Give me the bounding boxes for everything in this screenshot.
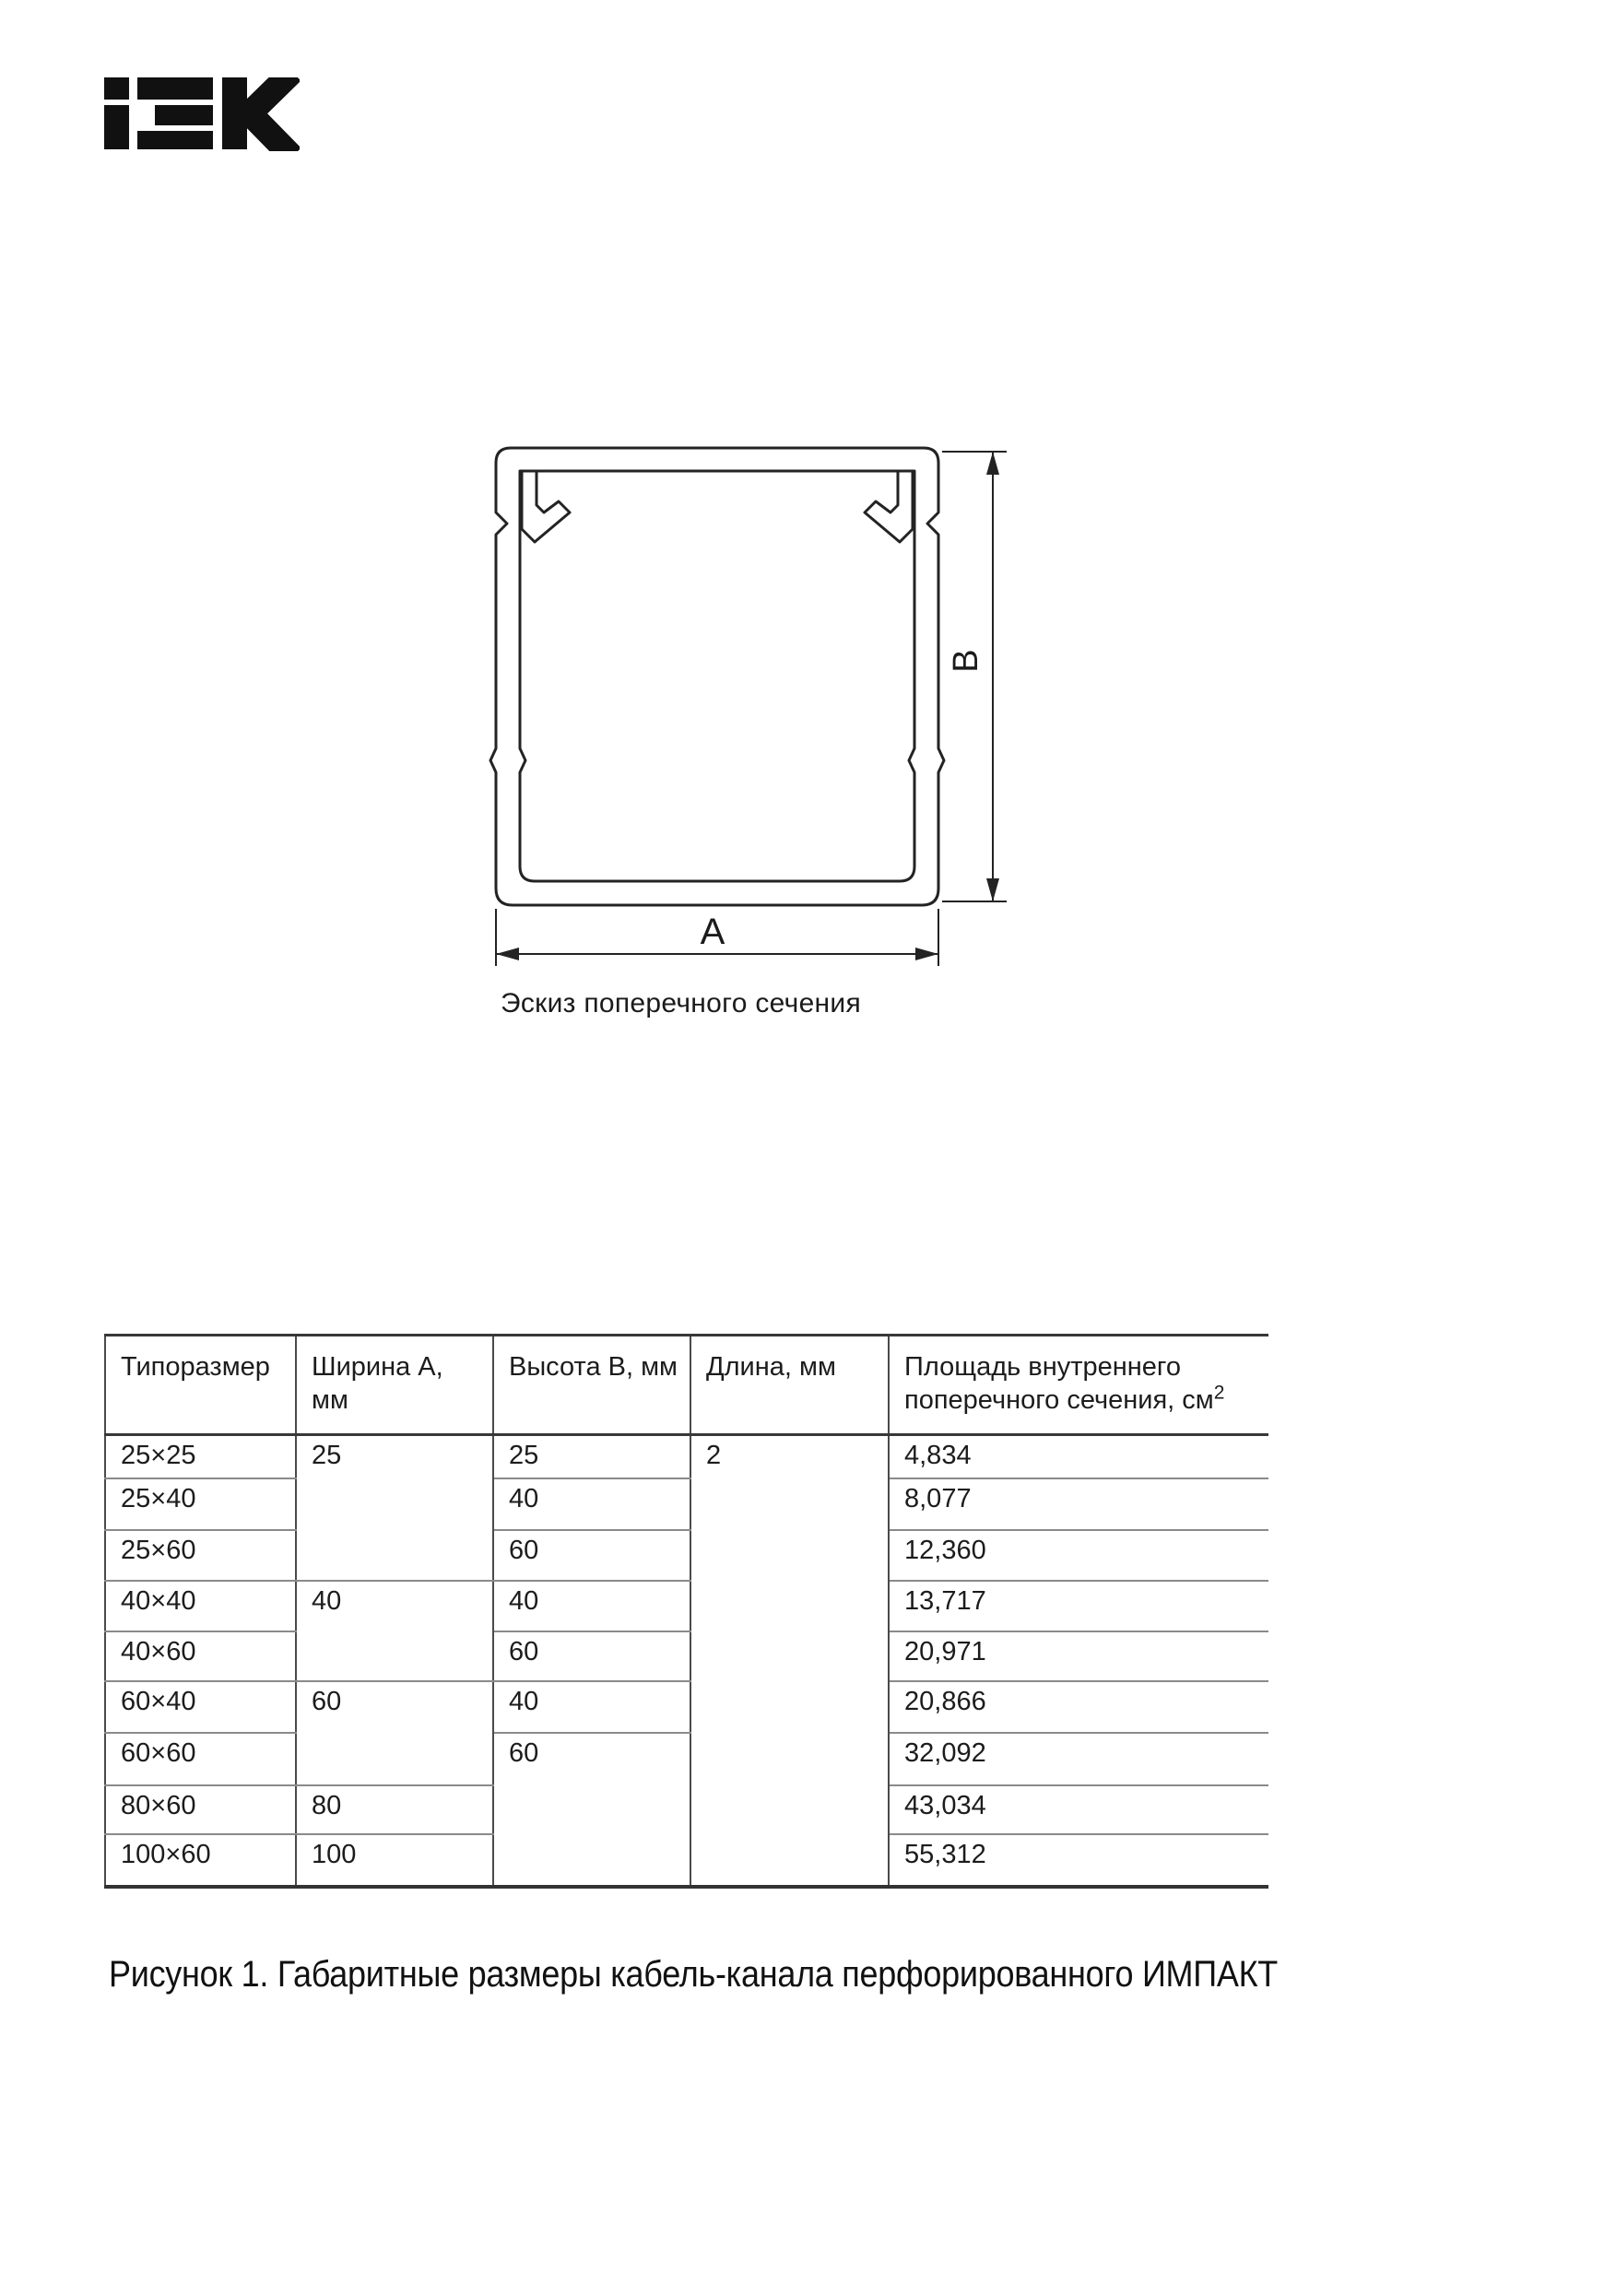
- cell-height: 60: [493, 1733, 690, 1887]
- cell-size: 60×40: [105, 1681, 296, 1733]
- cell-width: 100: [296, 1834, 493, 1887]
- cell-height: 25: [493, 1435, 690, 1478]
- dim-b-arrow-down: [986, 878, 999, 901]
- table-row: [105, 1530, 1268, 1581]
- cell-length: 2: [690, 1435, 889, 1887]
- cell-height: 40: [493, 1478, 690, 1530]
- logo-i-dot: [104, 77, 129, 100]
- table-row: [105, 1435, 1268, 1478]
- table-row: [105, 1733, 1268, 1785]
- logo-e-mid-bar: [155, 105, 213, 125]
- cell-size: 40×60: [105, 1631, 296, 1681]
- dim-label-a: A: [700, 912, 725, 952]
- cell-height: 40: [493, 1681, 690, 1733]
- logo-i-stem: [104, 105, 129, 149]
- header-size: Типоразмер: [105, 1336, 296, 1435]
- cell-area: 20,866: [889, 1681, 1268, 1733]
- dim-a-arrow-right: [915, 948, 938, 960]
- header-area-sup: 2: [1213, 1382, 1225, 1404]
- cell-size: 40×40: [105, 1581, 296, 1631]
- cell-size: 100×60: [105, 1834, 296, 1887]
- cell-size: 25×25: [105, 1435, 296, 1478]
- header-area: [889, 1336, 1268, 1435]
- header-area-line1: Площадь внутреннего: [904, 1352, 1181, 1382]
- cell-area: 20,971: [889, 1631, 1268, 1681]
- cell-width: 25: [296, 1435, 493, 1581]
- cell-height: 60: [493, 1530, 690, 1581]
- cell-width: 60: [296, 1681, 493, 1785]
- dimensions-table: [104, 1334, 1268, 1889]
- cell-size: 25×60: [105, 1530, 296, 1581]
- cell-area: 32,092: [889, 1733, 1268, 1785]
- dimensions-table-container: [104, 1334, 1268, 1889]
- table-row: [105, 1681, 1268, 1733]
- figure-caption: Рисунок 1. Габаритные размеры кабель-канала перфорированного ИМПАКТ: [109, 1954, 1279, 1995]
- header-area-line2: поперечного сечения, см: [904, 1385, 1214, 1416]
- cell-area: 4,834: [889, 1435, 1268, 1478]
- dimension-b: [942, 452, 1007, 901]
- header-length: Длина, мм: [690, 1336, 889, 1435]
- logo-k-chevron: [250, 77, 292, 151]
- dim-label-b: B: [947, 649, 985, 673]
- cell-area: 12,360: [889, 1530, 1268, 1581]
- logo-e-top-bar: [137, 77, 213, 100]
- dim-a-arrow-left: [496, 948, 519, 960]
- cell-area: 43,034: [889, 1785, 1268, 1834]
- cell-area: 13,717: [889, 1581, 1268, 1631]
- table-row: [105, 1631, 1268, 1681]
- cell-area: 8,077: [889, 1478, 1268, 1530]
- cell-height: 60: [493, 1631, 690, 1681]
- cell-width: 40: [296, 1581, 493, 1681]
- cell-size: 25×40: [105, 1478, 296, 1530]
- header-height: Высота В, мм: [493, 1336, 690, 1435]
- iek-logo: [104, 77, 300, 151]
- iek-logo-glyphs: [104, 77, 292, 151]
- table-row: [105, 1478, 1268, 1530]
- logo-e-bottom-bar: [137, 131, 213, 149]
- cell-area: 55,312: [889, 1834, 1268, 1887]
- table-header-row: [105, 1336, 1268, 1435]
- cell-size: 60×60: [105, 1733, 296, 1785]
- cell-width: 80: [296, 1785, 493, 1834]
- cell-size: 80×60: [105, 1785, 296, 1834]
- header-width: Ширина А, мм: [296, 1336, 493, 1435]
- cross-section-drawing: [479, 433, 1032, 1042]
- table-row: [105, 1581, 1268, 1631]
- dim-b-arrow-up: [986, 452, 999, 475]
- sketch-caption: Эскиз поперечного сечения: [501, 988, 862, 1018]
- cell-height: 40: [493, 1581, 690, 1631]
